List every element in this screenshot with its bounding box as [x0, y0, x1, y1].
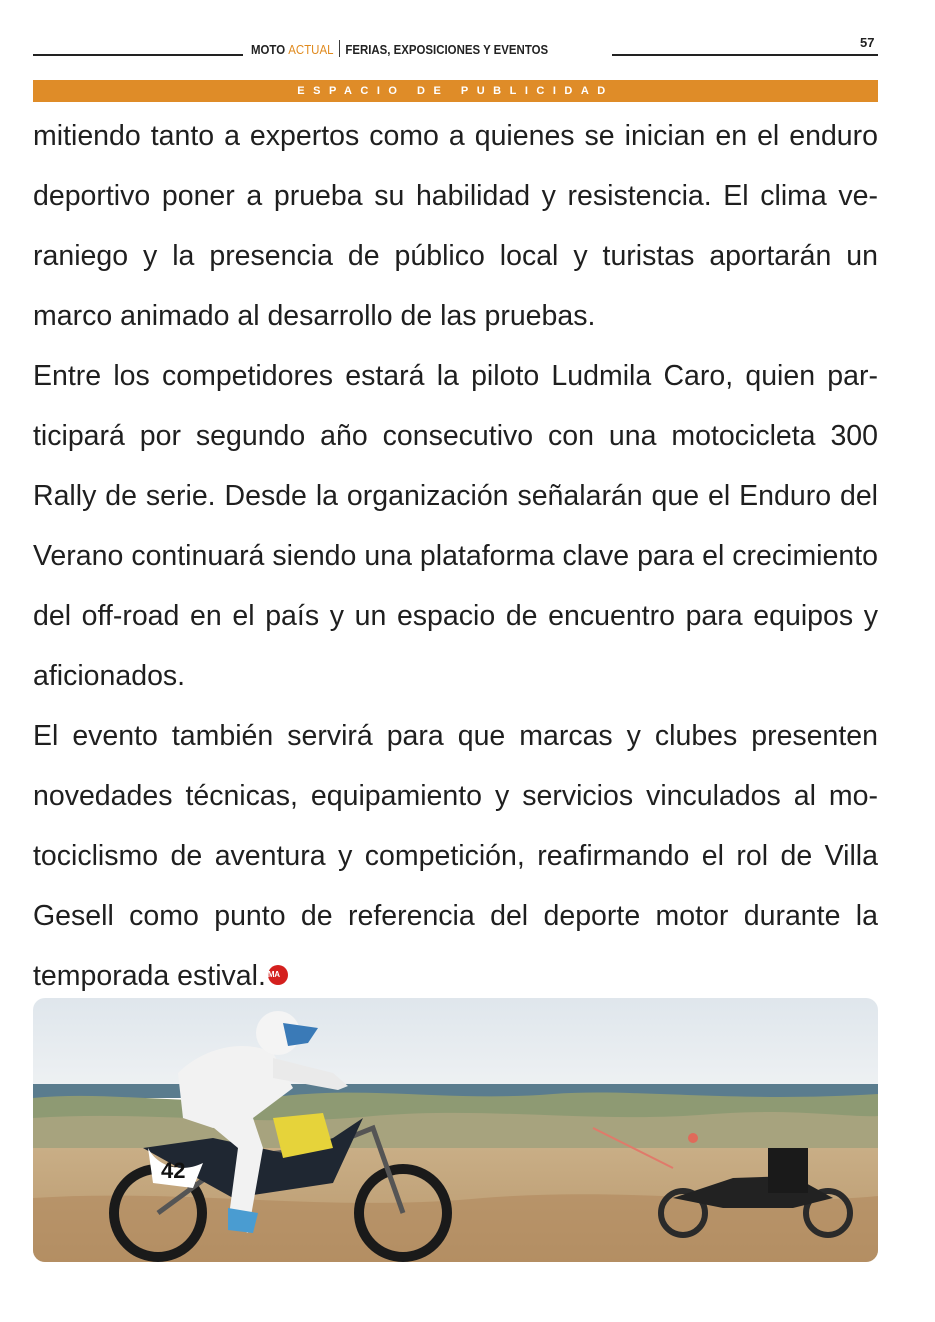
end-mark-icon: MA — [268, 965, 288, 985]
brand-moto: MOTO — [251, 42, 286, 57]
paragraph-3-text: El evento también servirá para que marcas y clubes presenten novedades técnicas, equipamiento y servicios vinculados al motociclismo de aventura y competición, reafirmando el rol de Villa Gesell como punto de referencia del deporte motor durante la temporada estival. — [33, 720, 878, 992]
page-number: 57 — [860, 35, 875, 50]
section-title: FERIAS, EXPOSICIONES Y EVENTOS — [345, 42, 549, 57]
page-header — [0, 0, 935, 60]
header-rule-right — [612, 54, 878, 56]
motocross-photo — [33, 998, 878, 1262]
rider-number: 42 — [161, 1158, 186, 1183]
header-divider — [339, 40, 340, 57]
running-head — [251, 40, 548, 57]
paragraph-2: Entre los competidores estará la piloto Ludmila Caro, quien participará por segundo año consecutivo con una motocicleta 300 Rally de serie. Desde la organización señalarán que el Enduro del Verano continuará siendo una plataforma clave para el crecimiento del off-road en el país y un espacio de encuentro para equipos y aficionados. — [33, 360, 878, 692]
header-rule-left — [33, 54, 243, 56]
brand-actual: ACTUAL — [288, 42, 334, 57]
paragraph-1: mitiendo tanto a expertos como a quienes se inician en el enduro deportivo poner a prueba su habilidad y resistencia. El clima veraniego y la presencia de público local y turistas aportarán un marco animado al desarrollo de las pruebas. — [33, 120, 878, 332]
article-body — [33, 106, 878, 1006]
advertising-band: ESPACIO DE PUBLICIDAD — [33, 80, 878, 102]
paragraph-3 — [33, 706, 878, 1006]
